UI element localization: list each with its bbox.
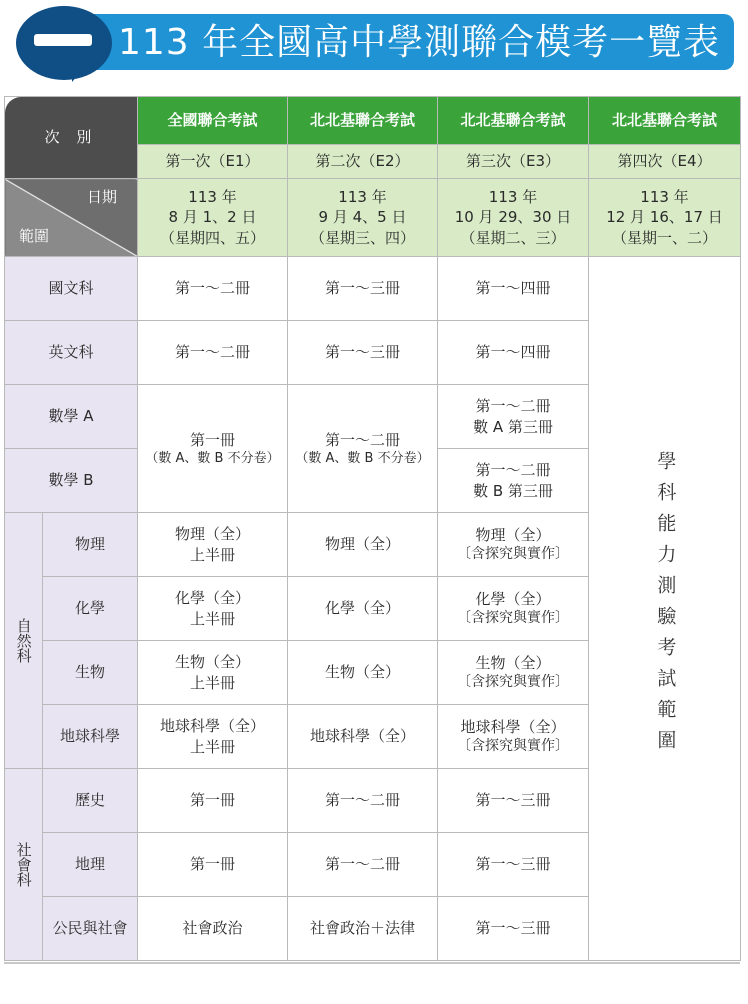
scope-cell: 化學（全） 上半冊 — [138, 577, 288, 641]
scope-cell: 第一～二冊 — [288, 833, 438, 897]
range-label: 範圍 — [19, 226, 50, 245]
page-title: 113 年全國高中學測聯合模考一覽表 — [118, 22, 721, 63]
subject-label: 生物 — [43, 641, 138, 705]
exam-organizer: 北北基聯合考試 — [438, 97, 589, 145]
scope-cell: 生物（全） — [288, 641, 438, 705]
scope-cell: 第一～二冊 數 B 第三冊 — [438, 449, 589, 513]
scope-cell: 第一～三冊 — [288, 321, 438, 385]
group-label-science: 自然科 — [5, 513, 43, 769]
exam-schedule-table — [4, 96, 741, 961]
exam-date: 113 年 9 月 4、5 日 （星期三、四） — [288, 179, 438, 257]
scope-cell: 第一～二冊 — [138, 321, 288, 385]
scope-cell: 第一～三冊 — [438, 833, 589, 897]
title-banner — [0, 0, 748, 92]
exam-date: 113 年 12 月 16、17 日 （星期一、二） — [589, 179, 741, 257]
group-label-social: 社會科 — [5, 769, 43, 961]
subject-label: 物理 — [43, 513, 138, 577]
exam-round: 第二次（E2） — [288, 145, 438, 179]
table-row — [5, 257, 741, 321]
header-row-date — [5, 179, 741, 257]
scope-cell: 第一冊 — [138, 769, 288, 833]
scope-cell: 第一冊 — [138, 833, 288, 897]
date-label: 日期 — [86, 188, 117, 206]
scope-cell: 地球科學（全） 〔含探究與實作〕 — [438, 705, 589, 769]
scope-cell: 第一～四冊 — [438, 321, 589, 385]
scope-cell: 物理（全） — [288, 513, 438, 577]
header-row-organizer — [5, 97, 741, 145]
scope-cell: 社會政治 — [138, 897, 288, 961]
exam-organizer: 北北基聯合考試 — [589, 97, 741, 145]
date-range-corner — [5, 179, 138, 257]
subject-label: 地球科學 — [43, 705, 138, 769]
scope-cell: 社會政治＋法律 — [288, 897, 438, 961]
exam-round: 第一次（E1） — [138, 145, 288, 179]
subject-label: 地理 — [43, 833, 138, 897]
scope-cell: 第一～三冊 — [288, 257, 438, 321]
exam-organizer: 全國聯合考試 — [138, 97, 288, 145]
subject-label: 化學 — [43, 577, 138, 641]
scope-cell: 第一～二冊 — [138, 257, 288, 321]
scope-cell: 地球科學（全） — [288, 705, 438, 769]
round-label: 次 別 — [5, 97, 138, 179]
scope-cell: 第一～二冊 — [288, 769, 438, 833]
subject-label: 國文科 — [5, 257, 138, 321]
scope-cell: 第一～三冊 — [438, 897, 589, 961]
exam-organizer: 北北基聯合考試 — [288, 97, 438, 145]
subject-label: 英文科 — [5, 321, 138, 385]
scope-cell: 第一～三冊 — [438, 769, 589, 833]
subject-label: 數學 A — [5, 385, 138, 449]
scope-cell: 生物（全） 上半冊 — [138, 641, 288, 705]
scope-cell: 第一冊 （數 A、數 B 不分卷） — [138, 385, 288, 513]
banner-mark — [34, 34, 92, 46]
exam-date: 113 年 10 月 29、30 日 （星期二、三） — [438, 179, 589, 257]
scope-cell: 生物（全） 〔含探究與實作〕 — [438, 641, 589, 705]
subject-label: 歷史 — [43, 769, 138, 833]
bottom-divider — [4, 962, 740, 964]
exam-date: 113 年 8 月 1、2 日 （星期四、五） — [138, 179, 288, 257]
scope-cell: 物理（全） 〔含探究與實作〕 — [438, 513, 589, 577]
exam-round: 第三次（E3） — [438, 145, 589, 179]
scope-cell: 化學（全） 〔含探究與實作〕 — [438, 577, 589, 641]
e4-scope-text: 學科能力測驗考試範圍 — [654, 450, 677, 761]
scope-cell: 第一～四冊 — [438, 257, 589, 321]
subject-label: 數學 B — [5, 449, 138, 513]
scope-cell: 化學（全） — [288, 577, 438, 641]
scope-cell: 物理（全） 上半冊 — [138, 513, 288, 577]
scope-cell: 第一～二冊 （數 A、數 B 不分卷） — [288, 385, 438, 513]
e4-scope-cell — [589, 257, 741, 961]
subject-label: 公民與社會 — [43, 897, 138, 961]
exam-round: 第四次（E4） — [589, 145, 741, 179]
scope-cell: 第一～二冊 數 A 第三冊 — [438, 385, 589, 449]
scope-cell: 地球科學（全） 上半冊 — [138, 705, 288, 769]
